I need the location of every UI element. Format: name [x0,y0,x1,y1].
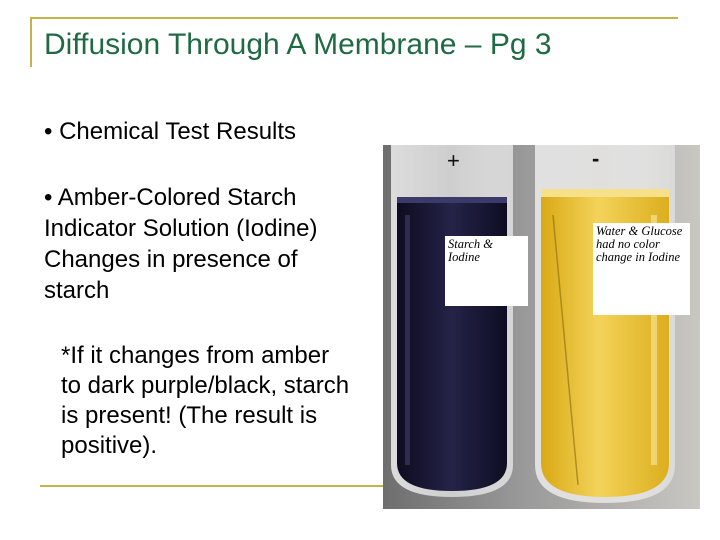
slide-title: Diffusion Through A Membrane – Pg 3 [44,28,552,61]
bottom-accent-line [40,485,383,487]
starch-iodine-label: Starch & Iodine [445,236,528,306]
left-accent-line [30,17,32,67]
left-test-tube [391,145,513,497]
water-glucose-label: Water & Glucose had no color change in Iodine [593,223,690,315]
negative-sign: - [592,146,600,171]
positive-sign: + [447,148,460,173]
bullet-starch-indicator: • Amber-Colored Starch Indicator Solution (Iodine) Changes in presence of starch [44,184,318,304]
starch-note: *If it changes from amber to dark purple/black, starch is present! (The result is positive). [61,342,350,459]
test-tubes-photo [383,145,700,509]
bullet-chemical-test: • Chemical Test Results [44,118,297,145]
top-accent-line [30,17,678,19]
right-test-tube [535,145,675,503]
